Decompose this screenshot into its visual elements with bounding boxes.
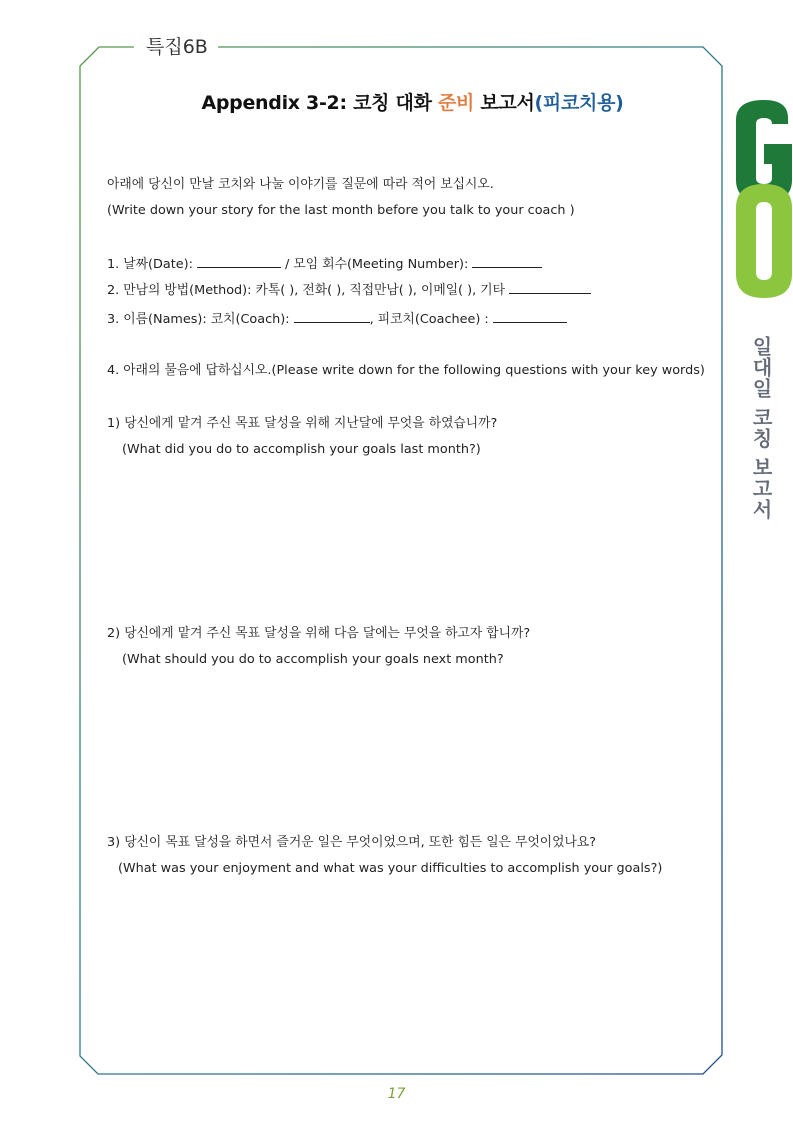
question-1: 1) 당신에게 맡겨 주신 목표 달성을 위해 지난달에 무엇을 하였습니까? xyxy=(107,416,498,431)
question-1-en: (What did you do to accomplish your goals last month?) xyxy=(122,442,481,457)
instruction: 4. 아래의 물음에 답하십시오.(Please write down for the following questions with your key words) xyxy=(107,363,705,378)
meeting-number-blank[interactable] xyxy=(472,255,542,268)
side-label: 일대일 코칭 보고서 xyxy=(749,336,773,520)
names-row xyxy=(107,310,567,329)
date-label: 1. 날짜(Date): xyxy=(107,257,193,272)
go-logo xyxy=(734,98,793,300)
question-2-en: (What should you do to accomplish your goals next month? xyxy=(122,652,504,667)
title-part3: 보고서 xyxy=(474,92,535,114)
title-part4: (피코치용) xyxy=(534,92,624,114)
page-title xyxy=(0,88,793,115)
meeting-label: / 모임 회수(Meeting Number): xyxy=(285,257,469,272)
section-tag: 특집6B xyxy=(136,34,218,60)
title-part2: 준비 xyxy=(437,92,475,114)
date-row xyxy=(107,255,542,274)
question-3-en: (What was your enjoyment and what was your difficulties to accomplish your goals?) xyxy=(118,861,663,876)
page-number: 17 xyxy=(387,1086,406,1102)
question-2: 2) 당신에게 맡겨 주신 목표 달성을 위해 다음 달에는 무엇을 하고자 합니까? xyxy=(107,626,531,641)
intro-line2: (Write down your story for the last month before you talk to your coach ) xyxy=(107,203,575,218)
method-row xyxy=(107,281,591,300)
coachee-name-blank[interactable] xyxy=(493,310,567,323)
question-3: 3) 당신이 목표 달성을 하면서 즐거운 일은 무엇이었으며, 또한 힘든 일은 무엇이었나요? xyxy=(107,835,597,850)
coach-label: 3. 이름(Names): 코치(Coach): xyxy=(107,312,290,327)
date-blank[interactable] xyxy=(197,255,281,268)
method-other-blank[interactable] xyxy=(509,281,591,294)
coach-name-blank[interactable] xyxy=(294,310,370,323)
method-label: 2. 만남의 방법(Method): 카톡( ), 전화( ), 직접만남( ), 이메일( ), 기타 xyxy=(107,283,505,298)
title-part1: Appendix 3-2: 코칭 대화 xyxy=(201,92,438,114)
coachee-label: , 피코치(Coachee) : xyxy=(369,312,489,327)
intro-line1: 아래에 당신이 만날 코치와 나눌 이야기를 질문에 따라 적어 보십시오. xyxy=(107,177,494,192)
